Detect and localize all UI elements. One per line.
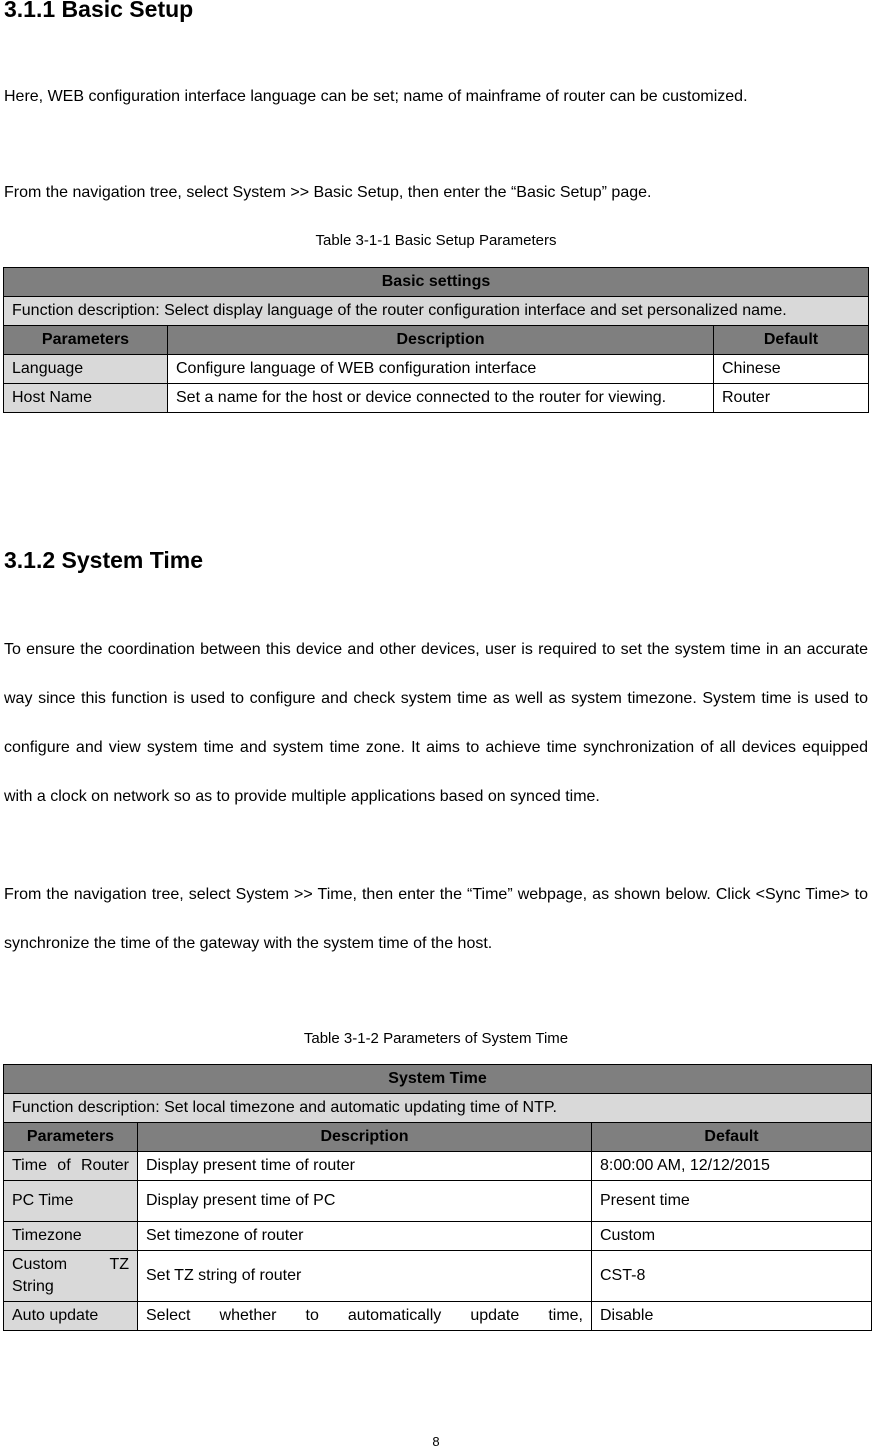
system-time-intro: To ensure the coordination between this device and other devices, user is required to set the system time in an accurate way since this function is used to configure and check system time as well as system timezone. System time is used to configure and view system time and system time zone. It aims to achieve time synchronization of all devices equipped with a clock on network so as to provide multiple applications based on synced time.: [4, 641, 868, 805]
default-cell: Custom: [592, 1222, 872, 1251]
table-row: [4, 355, 869, 384]
table-row: [4, 1251, 872, 1302]
table-row: [4, 1222, 872, 1251]
table-function-description: Function description: Set local timezone and automatic updating time of NTP.: [4, 1094, 872, 1123]
param-cell: Time of Router: [4, 1152, 138, 1181]
description-cell: Configure language of WEB configuration interface: [168, 355, 714, 384]
section-title-basic-setup: 3.1.1 Basic Setup: [4, 0, 194, 22]
description-cell: Display present time of PC: [138, 1181, 592, 1222]
param-cell: PC Time: [4, 1181, 138, 1222]
default-cell: Chinese: [714, 355, 869, 384]
table-caption-basic-setup: Table 3-1-1 Basic Setup Parameters: [315, 232, 557, 249]
default-cell: Present time: [592, 1181, 872, 1222]
param-cell: Auto update: [4, 1302, 138, 1331]
param-cell: Host Name: [4, 384, 168, 413]
param-cell: Language: [4, 355, 168, 384]
table-header: System Time: [4, 1065, 872, 1094]
table-row: [4, 384, 869, 413]
section-title-system-time: 3.1.2 System Time: [4, 547, 204, 573]
param-cell: Custom TZ String: [4, 1251, 138, 1302]
description-cell: Display present time of router: [138, 1152, 592, 1181]
table-caption-system-time: Table 3-1-2 Parameters of System Time: [303, 1030, 569, 1047]
table-row: [4, 1152, 872, 1181]
table-row: [4, 1181, 872, 1222]
basic-setup-intro: Here, WEB configuration interface language can be set; name of mainframe of router can be customized.: [4, 88, 748, 105]
system-time-navigation: From the navigation tree, select System >> Time, then enter the “Time” webpage, as shown below. Click <Sync Time> to synchronize the time of the gateway with the system time of the host.: [4, 886, 868, 952]
default-cell: Disable: [592, 1302, 872, 1331]
description-cell: Set a name for the host or device connected to the router for viewing.: [168, 384, 714, 413]
table-function-description: Function description: Select display language of the router configuration interface and set personalized name.: [4, 297, 869, 326]
description-cell: Select whether to automatically update time,: [138, 1302, 592, 1331]
column-header-parameters: Parameters: [4, 326, 168, 355]
column-header-default: Default: [592, 1123, 872, 1152]
table-header: Basic settings: [4, 268, 869, 297]
column-header-default: Default: [714, 326, 869, 355]
system-time-table: [3, 1064, 872, 1331]
default-cell: CST-8: [592, 1251, 872, 1302]
description-cell: Set timezone of router: [138, 1222, 592, 1251]
table-row: [4, 1302, 872, 1331]
basic-setup-table: [3, 267, 869, 413]
param-cell: Timezone: [4, 1222, 138, 1251]
column-header-description: Description: [138, 1123, 592, 1152]
column-header-description: Description: [168, 326, 714, 355]
default-cell: Router: [714, 384, 869, 413]
page-number: 8: [432, 1434, 440, 1449]
default-cell: 8:00:00 AM, 12/12/2015: [592, 1152, 872, 1181]
basic-setup-navigation: From the navigation tree, select System >> Basic Setup, then enter the “Basic Setup” page.: [4, 184, 652, 201]
description-cell: Set TZ string of router: [138, 1251, 592, 1302]
column-header-parameters: Parameters: [4, 1123, 138, 1152]
